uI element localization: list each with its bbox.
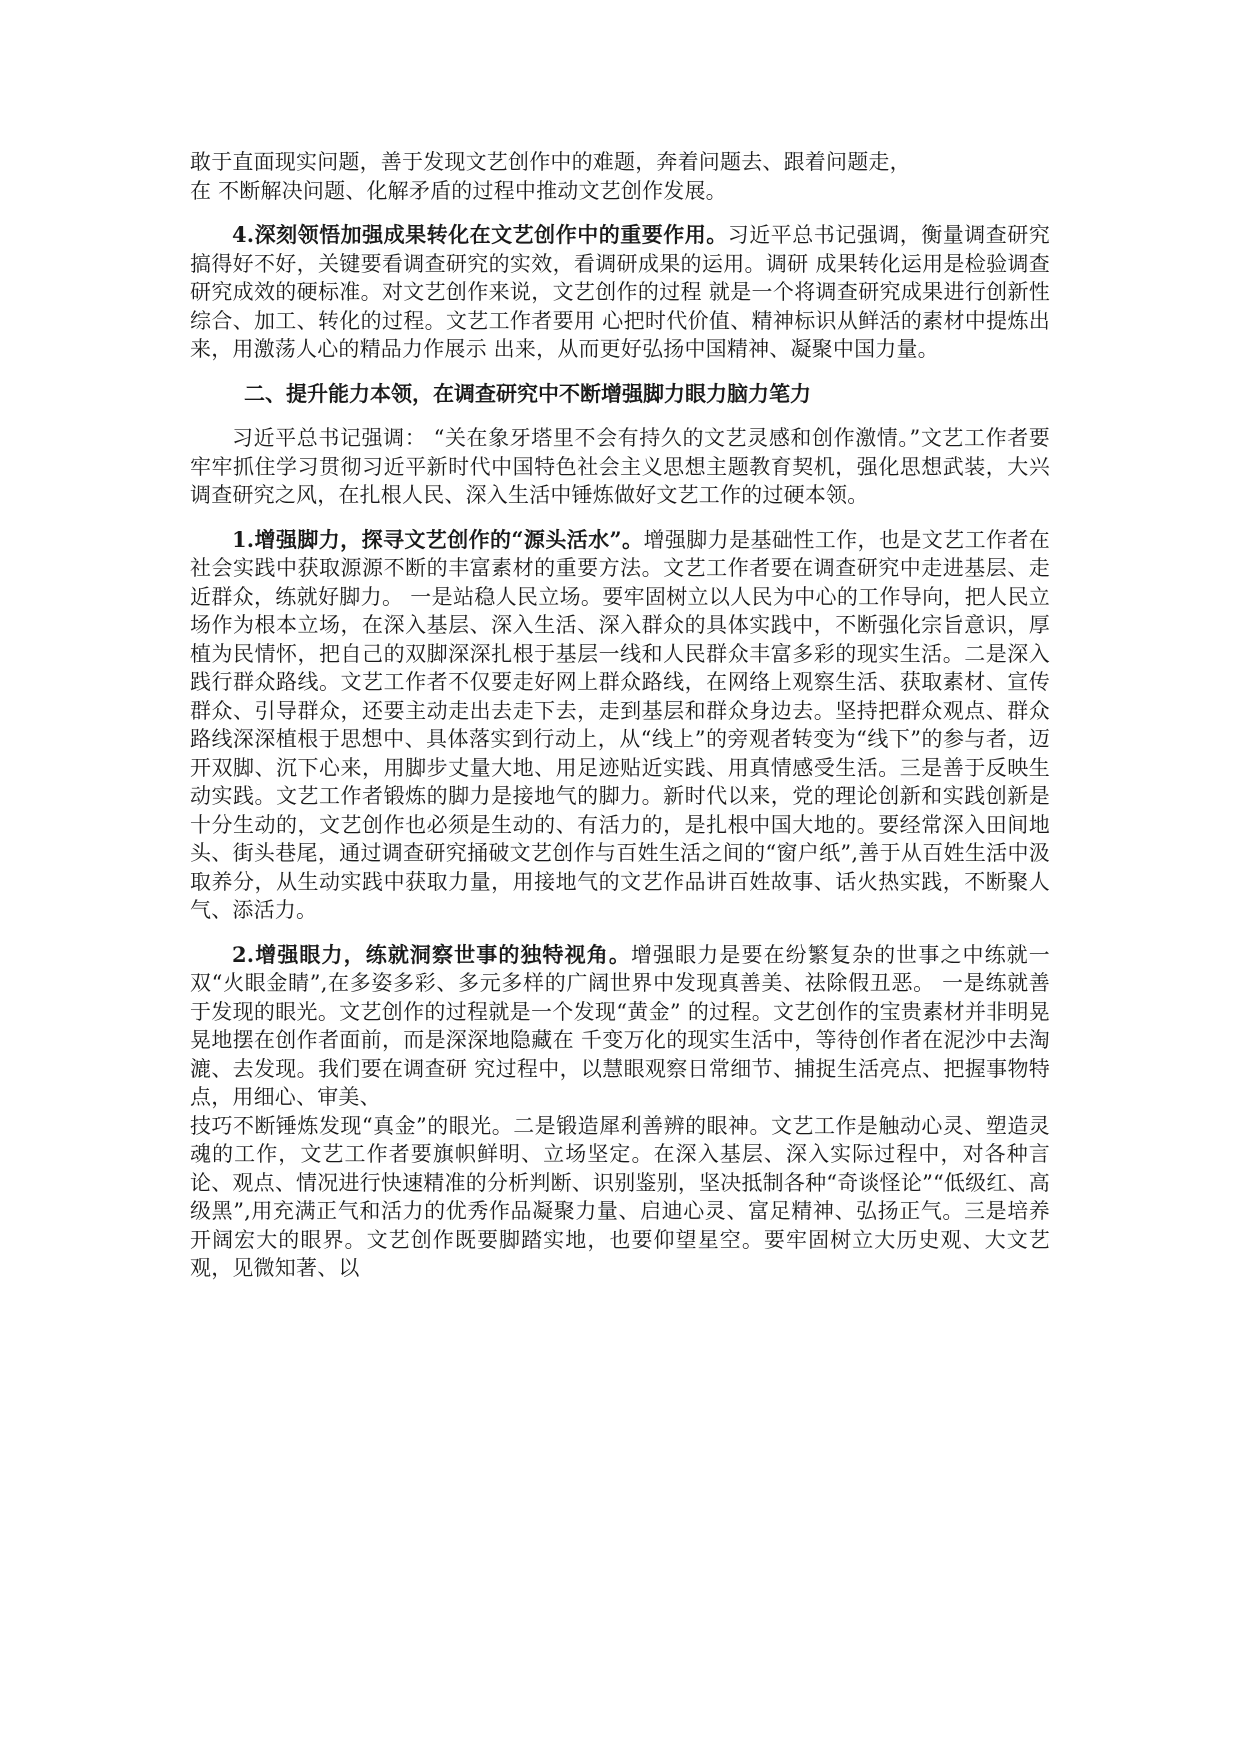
paragraph-eye-power	[190, 941, 1050, 1112]
paragraph-body: 技巧不断锤炼发现“真金”的眼光。二是锻造犀利善辨的眼神。文艺工作是触动心灵、塑造灵魂的工作，文艺工作者要旗帜鲜明、立场坚定。在深入基层、深入实际过程中，对各种言论、观点、情况进行快速精准的分析判断、识别鉴别，坚决抵制各种“奇谈怪论”“低级红、高级黑”,用充满正气和活力的优秀作品凝聚力量、启迪心灵、富足精神、弘扬正气。三是培养开阔宏大的眼界。文艺创作既要脚踏实地，也要仰望星空。要牢固树立大历史观、大文艺观，见微知著、以	[190, 1113, 1050, 1280]
paragraph-result-transformation	[190, 221, 1050, 364]
paragraph-body: 增强眼力是要在纷繁复杂的世事之中练就一双“火眼金睛”,在多姿多彩、多元多样的广阔世界中发现真善美、祛除假丑恶。 一是练就善于发现的眼光。文艺创作的过程就是一个发现“黄金” 的过程。文艺创作的宝贵素材并非明晃晃地摆在创作者面前，而是深深地隐藏在 千变万化的现实生活中，等待创作者在泥沙中去淘漉、去发现。我们要在调查研 究过程中，以慧眼观察日常细节、捕捉生活亮点、把握事物特点，用细心、审美、	[190, 942, 1050, 1109]
paragraph-foot-power	[190, 526, 1050, 925]
paragraph-problem-solving	[190, 148, 1050, 205]
paragraph-lead-heading: 4.深刻领悟加强成果转化在文艺创作中的重要作用。	[232, 222, 728, 247]
paragraph-lead-heading: 1.增强脚力，探寻文艺创作的“源头活水”。	[232, 526, 644, 552]
paragraph-body: 增强脚力是基础性工作，也是文艺工作者在社会实践中获取源源不断的丰富素材的重要方法。文艺工作者要在调查研究中走进基层、走近群众，练就好脚力。 一是站稳人民立场。要牢固树立以人民为中心的工作导向，把人民立场作为根本立场，在深入基层、深入生活、深入群众的具体实践中，不断强化宗旨意识，厚植为民情怀，把自己的双脚深深扎根于基层一线和人民群众丰富多彩的现实生活。二是深入践行群众路线。文艺工作者不仅要走好网上群众路线，在网络上观察生活、获取素材、宣传群众、引导群众，还要主动走出去走下去，走到基层和群众身边去。坚持把群众观点、群众路线深深植根于思想中、具体落实到行动上，从“线上”的旁观者转变为“线下”的参与者，迈开双脚、沉下心来，用脚步丈量大地、用足迹贴近实践、用真情感受生活。三是善于反映生动实践。文艺工作者锻炼的脚力是接地气的脚力。新时代以来，党的理论创新和实践创新是十分生动的，文艺创作也必须是生动的、有活力的，是扎根中国大地的。要经常深入田间地头、街头巷尾，通过调查研究捅破文艺创作与百姓生活之间的“窗户纸”,善于从百姓生活中汲取养分，从生动实践中获取力量，用接地气的文艺作品讲百姓故事、话火热实践，不断聚人气、添活力。	[190, 527, 1050, 922]
paragraph-lead-heading: 2.增强眼力，练就洞察世事的独特视角。	[232, 941, 631, 967]
paragraph-line: 敢于直面现实问题，善于发现文艺创作中的难题，奔着问题去、跟着问题走，	[190, 150, 911, 174]
paragraph-body: 习近平总书记强调： “关在象牙塔里不会有持久的文艺灵感和创作激情。”文艺工作者要牢牢抓住学习贯彻习近平新时代中国特色社会主义思想主题教育契机，强化思想武装，大兴调查研究之风，在扎根人民、深入生活中锤炼做好文艺工作的过硬本领。	[190, 426, 1050, 507]
paragraph-eye-power-continued	[190, 1112, 1050, 1283]
paragraph-line: 在 不断解决问题、化解矛盾的过程中推动文艺创作发展。	[190, 178, 727, 203]
document-page	[190, 148, 1050, 1299]
paragraph-section-intro	[190, 424, 1050, 510]
section-heading: 二、提升能力本领，在调查研究中不断增强脚力眼力脑力笔力	[244, 380, 811, 406]
paragraph-body: 习近平总书记强调，衡量调查研究搞得好不好，关键要看调查研究的实效，看调研成果的运用。调研 成果转化运用是检验调查研究成效的硬标准。对文艺创作来说，文艺创作的过程 就是一个将调查研究成果进行创新性综合、加工、转化的过程。文艺工作者要用 心把时代价值、精神标识从鲜活的素材中提炼出来，用激荡人心的精品力作展示 出来，从而更好弘扬中国精神、凝聚中国力量。	[190, 223, 1050, 361]
